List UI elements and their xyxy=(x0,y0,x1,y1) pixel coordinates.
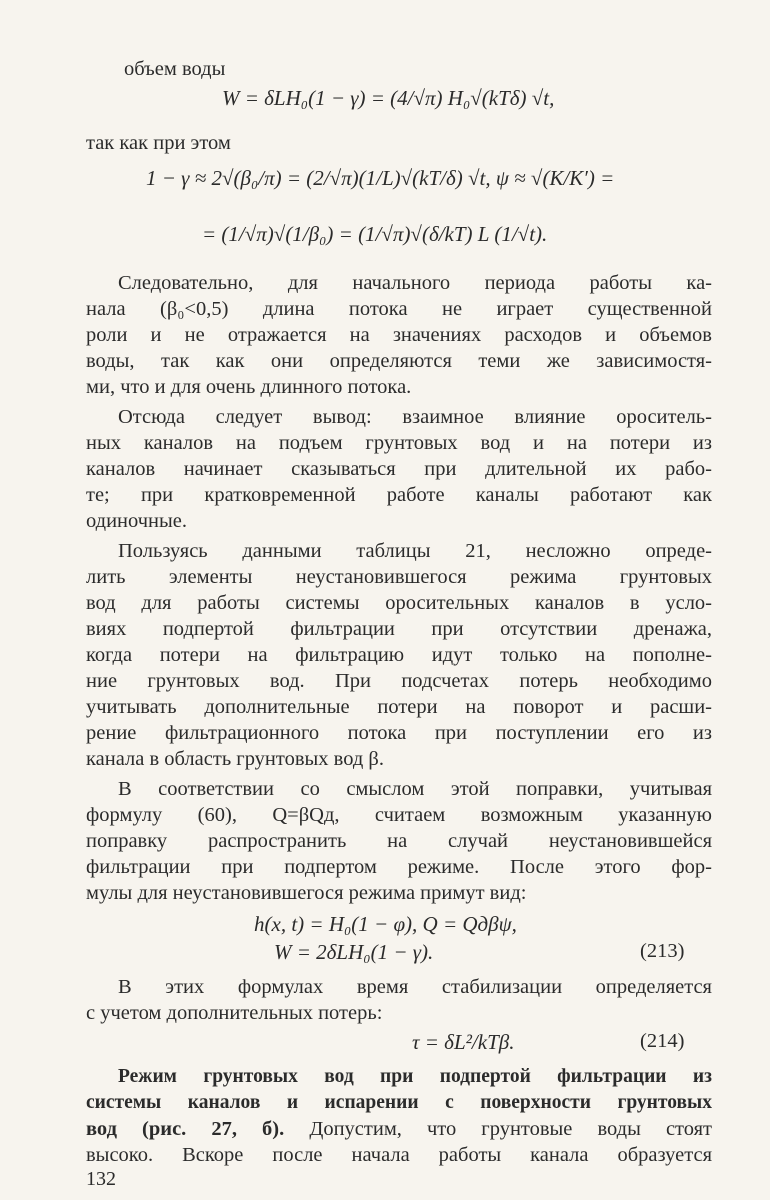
equation-214-number: (214) xyxy=(640,1030,685,1052)
para3-line: когда потери на фильтрацию идут только на пополне- xyxy=(86,644,712,666)
section-heading-line: системы каналов и испарении с поверхности грунтовых xyxy=(86,1092,712,1113)
para3-line: виях подпертой фильтрации при отсутствии дренажа, xyxy=(86,618,712,640)
para5-line: В этих формулах время стабилизации определяется xyxy=(118,976,712,998)
para3-line: ние грунтовых вод. При подсчетах потерь необходимо xyxy=(86,670,712,692)
section-heading-line: Режим грунтовых вод при подпертой фильтрации из xyxy=(118,1066,712,1087)
para1-line: ми, что и для очень длинного потока. xyxy=(86,376,412,398)
para3-line: вод для работы системы оросительных каналов в усло- xyxy=(86,592,712,614)
para4-line: фильтрации при подпертом режиме. После этого фор- xyxy=(86,856,712,878)
equation-214: τ = δL²/kTβ. xyxy=(412,1030,515,1054)
para4-line: мулы для неустановившегося режима примут вид: xyxy=(86,882,527,904)
para2-line: ных каналов на подъем грунтовых вод и на потери из xyxy=(86,432,712,454)
para1-line: воды, так как они определяются теми же зависимостя- xyxy=(86,350,712,372)
equation-213-line2: W = 2δLH₀(1 − γ). xyxy=(274,940,434,964)
para2-line: каналов начинает сказываться при длительной их рабо- xyxy=(86,458,712,480)
para3-line: канала в область грунтовых вод β. xyxy=(86,748,384,770)
para2-line: Отсюда следует вывод: взаимное влияние ороситель- xyxy=(118,406,712,428)
equation-volume: W = δLH₀(1 − γ) = (4/√π) H₀√(kTδ) √t, xyxy=(222,86,555,110)
para6-text: Допустим, что грунтовые воды стоят xyxy=(284,1118,712,1140)
page-number: 132 xyxy=(86,1168,116,1190)
equation-213-number: (213) xyxy=(640,940,685,962)
para1-line: нала (β₀<0,5) длина потока не играет существенной xyxy=(86,298,712,320)
para6-line xyxy=(86,1116,712,1142)
para3-line: рение фильтрационного потока при поступлении его из xyxy=(86,722,712,744)
para4-line: В соответствии со смыслом этой поправки, учитывая xyxy=(118,778,712,800)
para2-line: одиночные. xyxy=(86,510,188,532)
equation-gamma-line1: 1 − γ ≈ 2√(β₀/π) = (2/√π)(1/L)√(kT/δ) √t, ψ ≈ √(K/K′) = xyxy=(146,166,615,190)
equation-213-line1: h(x, t) = H₀(1 − φ), Q = Qдβψ, xyxy=(254,912,517,936)
para1-line: роли и не отражается на значениях расходов и объемов xyxy=(86,324,712,346)
para3-line: учитывать дополнительные потери на поворот и расши- xyxy=(86,696,712,718)
section-heading-end: вод (рис. 27, б). xyxy=(86,1118,285,1140)
para1-line: Следовательно, для начального периода работы ка- xyxy=(118,272,712,294)
para4-line: формулу (60), Q=βQд, считаем возможным указанную xyxy=(86,804,712,826)
para3-line: лить элементы неустановившегося режима грунтовых xyxy=(86,566,712,588)
para6-line: высоко. Вскоре после начала работы канала образуется xyxy=(86,1144,712,1166)
intro-text: объем воды xyxy=(124,58,226,80)
so-text: так как при этом xyxy=(86,132,231,154)
para5-line: с учетом дополнительных потерь: xyxy=(86,1002,383,1024)
para4-line: поправку распространить на случай неустановившейся xyxy=(86,830,712,852)
para2-line: те; при кратковременной работе каналы работают как xyxy=(86,484,712,506)
equation-gamma-line2: = (1/√π)√(1/β₀) = (1/√π)√(δ/kT) L (1/√t). xyxy=(202,222,548,246)
para3-line: Пользуясь данными таблицы 21, несложно опреде- xyxy=(118,540,712,562)
